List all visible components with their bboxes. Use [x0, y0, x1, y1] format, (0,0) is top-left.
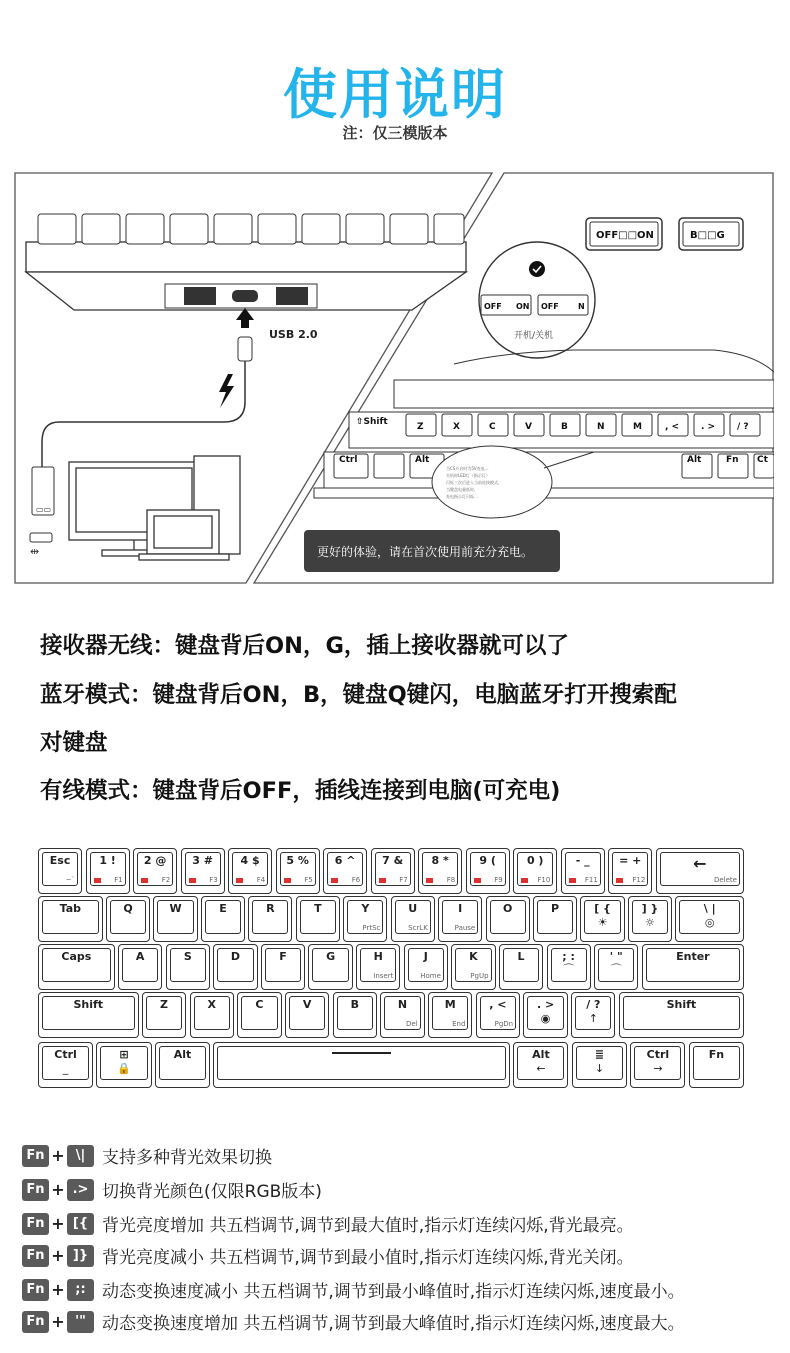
keyboard-key: [689, 1042, 744, 1088]
svg-text:关机时LED灯（指示灯）: 关机时LED灯（指示灯）: [446, 473, 490, 478]
key-label: P: [551, 902, 560, 915]
svg-text:ON: ON: [516, 302, 530, 311]
svg-text:X: X: [453, 422, 460, 432]
key-sublabel: PgUp: [470, 972, 489, 980]
fn-key-icon: Fn: [22, 1145, 49, 1167]
keyboard-key: [155, 1042, 210, 1088]
key-label: S: [183, 950, 192, 963]
keyboard-key: [213, 1042, 510, 1088]
instruction-bluetooth: 蓝牙模式：键盘背后ON，B，键盘Q键闪，电脑蓝牙打开搜索配: [40, 682, 677, 708]
key-label: K: [469, 950, 478, 963]
key-label: 2 @: [143, 854, 167, 867]
keyboard-key: [153, 896, 197, 942]
keyboard-key: [594, 944, 638, 990]
key-label: Y: [361, 902, 370, 915]
media-function-icon: [569, 878, 576, 883]
keyboard-connection-illustration: [14, 172, 774, 584]
svg-text:当CS开启时为5V充电…: 当CS开启时为5V充电…: [446, 466, 489, 471]
media-function-icon: [236, 878, 243, 883]
key-label: Shift: [73, 998, 104, 1011]
keyboard-key: [499, 944, 543, 990]
svg-text:充电指示灯闪烁…: 充电指示灯闪烁…: [446, 494, 478, 499]
key-label: 9 (: [479, 854, 496, 867]
keyboard-key: [561, 848, 605, 894]
power-switch-icon: [586, 218, 662, 250]
keyboard-layout: [38, 848, 744, 1098]
key-label: , <: [489, 998, 507, 1011]
usb-c-plug-icon: [238, 337, 252, 361]
shortcut-row: Fn + ]} 背光亮度减小 共五档调节,调节到最小值时,指示灯连续闪烁,背光关闭。: [22, 1243, 634, 1267]
media-function-icon: [379, 878, 386, 883]
key-sublabel: 🔒: [117, 1062, 131, 1075]
shortcut-key-icon: [{: [67, 1213, 94, 1235]
keyboard-key: [523, 992, 567, 1038]
keyboard-key: [181, 848, 225, 894]
key-sublabel: F5: [304, 876, 313, 884]
key-label: J: [423, 950, 428, 963]
keyboard-key: [296, 896, 340, 942]
key-label: E: [219, 902, 227, 915]
keyboard-key: [213, 944, 257, 990]
key-label: ←: [693, 854, 707, 873]
shortcut-row: Fn + '" 动态变换速度增加 共五档调节,调节到最大峰值时,指示灯连续闪烁,速度最大。: [22, 1309, 685, 1333]
fn-key-icon: Fn: [22, 1311, 49, 1333]
svg-text:Fn: Fn: [726, 455, 739, 465]
keyboard-key: [656, 848, 744, 894]
key-sublabel: F3: [209, 876, 218, 884]
keyboard-key: [404, 944, 448, 990]
version-note: 注：仅三模版本: [342, 124, 448, 142]
key-label: R: [266, 902, 275, 915]
key-label: - _: [575, 854, 590, 867]
keyboard-key: [248, 896, 292, 942]
key-label: X: [207, 998, 216, 1011]
keyboard-key: [451, 944, 495, 990]
key-label: O: [502, 902, 513, 915]
svg-text:Z: Z: [417, 422, 424, 432]
keyboard-key: [118, 944, 162, 990]
keyboard-key: [237, 992, 281, 1038]
illustration-svg: [14, 172, 774, 584]
fn-key-icon: Fn: [22, 1213, 49, 1235]
keyboard-back-icon: [26, 214, 466, 310]
key-label: W: [169, 902, 182, 915]
media-function-icon: [426, 878, 433, 883]
svg-text:. >: . >: [701, 422, 716, 432]
keyboard-key: [391, 896, 435, 942]
key-sublabel: ScrLK: [408, 924, 428, 932]
instruction-receiver: 接收器无线：键盘背后ON，G，插上接收器就可以了: [40, 633, 569, 659]
svg-text:B: B: [561, 422, 568, 432]
key-sublabel: F12: [632, 876, 646, 884]
key-sublabel: Insert: [373, 972, 394, 980]
power-label: 开机/关机: [514, 331, 554, 341]
key-label: ⊞: [119, 1048, 129, 1061]
key-sublabel: End: [452, 1020, 466, 1028]
key-label: ' ": [609, 950, 623, 963]
key-label: ] }: [641, 902, 659, 915]
key-label: Ctrl: [54, 1048, 77, 1061]
shortcut-key-icon: '": [67, 1311, 94, 1333]
key-label: 8 *: [431, 854, 449, 867]
keyboard-key: [276, 848, 320, 894]
charge-tip-text: 更好的体验，请在首次使用前充分充电。: [317, 545, 534, 559]
key-label: \ |: [703, 902, 716, 915]
key-label: F: [279, 950, 287, 963]
key-sublabel: Home: [420, 972, 441, 980]
key-label: U: [408, 902, 418, 915]
key-sublabel: ↓: [594, 1062, 605, 1075]
key-sublabel: F8: [446, 876, 456, 884]
keyboard-key: [96, 1042, 151, 1088]
keyboard-key: [261, 944, 305, 990]
key-label: 5 %: [286, 854, 309, 867]
key-sublabel: Delete: [713, 876, 737, 884]
keyboard-key: [547, 944, 591, 990]
key-label: N: [397, 998, 408, 1011]
media-function-icon: [331, 878, 338, 883]
keyboard-key: [333, 992, 377, 1038]
svg-text:Ct: Ct: [757, 455, 768, 465]
key-label: 1 !: [99, 854, 116, 867]
shortcut-description: 背光亮度减小 共五档调节,调节到最小值时,指示灯连续闪烁,背光关闭。: [102, 1248, 634, 1268]
keyboard-key: [571, 992, 615, 1038]
keyboard-key: [476, 992, 520, 1038]
svg-text:OFF: OFF: [541, 302, 559, 311]
keyboard-key: [343, 896, 387, 942]
key-label: Q: [123, 902, 133, 915]
keyboard-key: [628, 896, 672, 942]
key-label: G: [326, 950, 336, 963]
keyboard-key: [371, 848, 415, 894]
keyboard-key: [38, 944, 115, 990]
keyboard-key: [642, 944, 744, 990]
check-icon: [529, 261, 545, 277]
keyboard-key: [38, 1042, 93, 1088]
keyboard-key: [572, 1042, 627, 1088]
key-sublabel: ◉: [540, 1012, 551, 1025]
keyboard-key: [190, 992, 234, 1038]
keyboard-key: [133, 848, 177, 894]
svg-text:Alt: Alt: [687, 455, 702, 465]
key-sublabel: F9: [494, 876, 503, 884]
keyboard-key: [38, 992, 139, 1038]
shortcut-row: Fn + .> 切换背光颜色(仅限RGB版本): [22, 1177, 322, 1201]
svg-text:V: V: [525, 422, 532, 432]
key-label: Ctrl: [646, 1048, 670, 1061]
media-function-icon: [521, 878, 528, 883]
key-label: 3 #: [192, 854, 213, 867]
keyboard-key: [201, 896, 245, 942]
key-sublabel: ~`: [65, 876, 76, 884]
key-sublabel: ⌒: [563, 963, 575, 976]
svg-text:N: N: [597, 422, 605, 432]
keyboard-key: [438, 896, 482, 942]
key-label: B: [350, 998, 360, 1011]
keyboard-key: [308, 944, 352, 990]
shortcut-description: 支持多种背光效果切换: [102, 1148, 272, 1168]
svg-text:Ctrl: Ctrl: [339, 455, 358, 465]
svg-text:, <: , <: [665, 422, 680, 432]
key-label: I: [458, 902, 463, 915]
keyboard-key: [619, 992, 744, 1038]
key-label: ; :: [562, 950, 575, 963]
fn-key-icon: Fn: [22, 1279, 49, 1301]
keyboard-key: [166, 944, 210, 990]
key-sublabel: F11: [584, 876, 598, 884]
fn-key-icon: Fn: [22, 1245, 49, 1267]
media-function-icon: [284, 878, 291, 883]
key-label: V: [302, 998, 312, 1011]
usb-label: USB 2.0: [269, 328, 318, 341]
shortcut-description: 切换背光颜色(仅限RGB版本): [102, 1182, 322, 1202]
media-function-icon: [616, 878, 623, 883]
key-label: / ?: [586, 998, 601, 1011]
key-sublabel: ☀: [597, 916, 608, 929]
key-label: 0 ): [526, 854, 544, 867]
key-label: Z: [160, 998, 169, 1011]
key-label: D: [230, 950, 240, 963]
media-function-icon: [189, 878, 196, 883]
svg-text:OFF: OFF: [484, 302, 502, 311]
svg-text:▭▭: ▭▭: [36, 505, 52, 514]
key-sublabel: F7: [399, 876, 408, 884]
shortcut-key-icon: \|: [67, 1145, 94, 1167]
mode-switch-icon: [679, 218, 743, 250]
keyboard-key: [38, 848, 82, 894]
keyboard-key: [285, 992, 329, 1038]
keyboard-key: [486, 896, 530, 942]
keyboard-key: [580, 896, 624, 942]
svg-text:闪烁三次后进入当前连接模式，: 闪烁三次后进入当前连接模式，: [446, 480, 502, 485]
key-sublabel: F4: [256, 876, 266, 884]
keyboard-key: [228, 848, 272, 894]
key-sublabel: PrtSc: [362, 924, 381, 932]
key-label: 6 ^: [334, 854, 356, 867]
key-sublabel: Pause: [454, 924, 476, 932]
usb-symbol-icon: ⇹: [30, 545, 40, 558]
keyboard-key: [630, 1042, 685, 1088]
keyboard-key: [418, 848, 462, 894]
fn-key-icon: Fn: [22, 1179, 49, 1201]
keyboard-key: [38, 896, 103, 942]
keyboard-key: [142, 992, 186, 1038]
key-sublabel: ←: [536, 1062, 546, 1075]
key-sublabel: PgDn: [494, 1020, 514, 1028]
key-sublabel: ☼: [645, 916, 655, 929]
keyboard-key: [513, 848, 557, 894]
key-label: = +: [619, 854, 642, 867]
svg-text:B□□G: B□□G: [690, 230, 725, 241]
spacebar-mark: [332, 1052, 391, 1054]
key-label: C: [255, 998, 264, 1011]
key-sublabel: ↑: [588, 1012, 598, 1025]
key-label: Caps: [61, 950, 92, 963]
key-label: H: [373, 950, 383, 963]
key-label: [ {: [594, 902, 611, 915]
shortcut-description: 背光亮度增加 共五档调节,调节到最大值时,指示灯连续闪烁,背光最亮。: [102, 1216, 634, 1236]
keyboard-key: [356, 944, 400, 990]
instruction-bluetooth-cont: 对键盘: [40, 730, 108, 756]
keyboard-key: [86, 848, 130, 894]
svg-text:/ ?: / ?: [737, 422, 749, 432]
key-sublabel: F6: [351, 876, 361, 884]
instruction-wired: 有线模式：键盘背后OFF，插线连接到电脑(可充电): [40, 778, 561, 804]
key-label: Alt: [173, 1048, 192, 1061]
key-label: 4 $: [240, 854, 260, 867]
shortcut-row: Fn + ;: 动态变换速度减小 共五档调节,调节到最小峰值时,指示灯连续闪烁,速度最小。: [22, 1277, 685, 1301]
keyboard-key: [513, 1042, 568, 1088]
keyboard-key: [106, 896, 150, 942]
media-function-icon: [474, 878, 481, 883]
shortcut-key-icon: ]}: [67, 1245, 94, 1267]
key-label: Shift: [666, 998, 697, 1011]
keyboard-key: [675, 896, 744, 942]
shortcut-key-icon: .>: [67, 1179, 94, 1201]
media-function-icon: [94, 878, 101, 883]
key-label: Tab: [59, 902, 82, 915]
key-label: T: [314, 902, 322, 915]
shortcut-row: Fn + \| 支持多种背光效果切换: [22, 1143, 272, 1167]
key-sublabel: ◎: [704, 916, 715, 929]
key-sublabel: _: [62, 1062, 69, 1075]
shortcut-description: 动态变换速度增加 共五档调节,调节到最大峰值时,指示灯连续闪烁,速度最大。: [102, 1314, 685, 1334]
keyboard-key: [608, 848, 652, 894]
key-sublabel: F2: [161, 876, 171, 884]
svg-text:Alt: Alt: [415, 455, 430, 465]
key-label: Esc: [49, 854, 71, 867]
key-label: Enter: [676, 950, 710, 963]
key-label: 7 &: [382, 854, 404, 867]
shortcut-row: Fn + [{ 背光亮度增加 共五档调节,调节到最大值时,指示灯连续闪烁,背光最亮。: [22, 1211, 634, 1235]
key-sublabel: ⌒: [610, 963, 622, 976]
shortcut-key-icon: ;:: [67, 1279, 94, 1301]
media-function-icon: [141, 878, 148, 883]
keyboard-key: [380, 992, 424, 1038]
key-label: Fn: [708, 1048, 725, 1061]
key-label: . >: [536, 998, 555, 1011]
shortcut-description: 动态变换速度减小 共五档调节,调节到最小峰值时,指示灯连续闪烁,速度最小。: [102, 1282, 685, 1302]
svg-text:C: C: [489, 422, 496, 432]
keyboard-key: [466, 848, 510, 894]
svg-text:OFF□□ON: OFF□□ON: [596, 230, 654, 241]
svg-text:N: N: [578, 302, 585, 311]
keyboard-key: [323, 848, 367, 894]
svg-text:当键盘电量低时,: 当键盘电量低时,: [446, 487, 476, 492]
keyboard-key: [533, 896, 577, 942]
keyboard-key: [428, 992, 472, 1038]
key-label: L: [517, 950, 525, 963]
page-title: 使用说明: [283, 63, 507, 126]
key-label: Alt: [532, 1048, 550, 1061]
shift-key-label: ⇧Shift: [356, 417, 388, 427]
key-sublabel: F1: [114, 876, 123, 884]
key-label: A: [135, 950, 145, 963]
key-label: M: [444, 998, 456, 1011]
key-sublabel: Del: [406, 1020, 418, 1028]
key-label: ≣: [594, 1048, 605, 1061]
svg-text:M: M: [633, 422, 642, 432]
key-sublabel: F10: [537, 876, 551, 884]
key-sublabel: →: [653, 1062, 663, 1075]
